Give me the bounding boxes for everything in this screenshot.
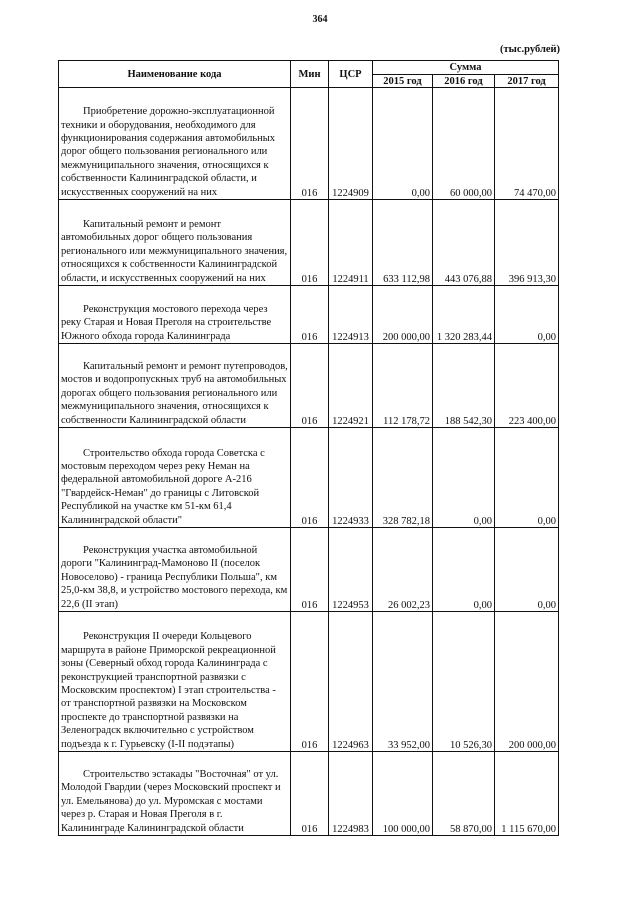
row-csr: 1224933 [329,428,373,528]
table-row [59,612,559,752]
header-sum: Сумма [373,61,559,75]
page-number: 364 [312,14,328,25]
row-2016: 58 870,00 [433,752,495,836]
row-2016: 443 076,88 [433,200,495,286]
header-csr: ЦСР [329,61,373,88]
row-2017: 223 400,00 [495,344,559,428]
row-csr: 1224953 [329,528,373,612]
row-2017: 0,00 [495,286,559,344]
table-row [59,428,559,528]
row-2016: 188 542,30 [433,344,495,428]
row-csr: 1224909 [329,88,373,200]
table-row [59,200,559,286]
row-name: Строительство обхода города Советска с мостовым переходом через реку Неман на федеральной автомобильной дороге А-216 "Гвардейск-Неман" до границы с Литовской Республикой на участке км 51-км 61,4 Калининградской области" [59,428,291,528]
table-row [59,528,559,612]
row-min: 016 [291,200,329,286]
row-2015: 112 178,72 [373,344,433,428]
header-year-2016: 2016 год [433,75,495,88]
row-min: 016 [291,88,329,200]
row-2015: 633 112,98 [373,200,433,286]
header-min: Мин [291,61,329,88]
table-row [59,752,559,836]
row-min: 016 [291,428,329,528]
row-2017: 74 470,00 [495,88,559,200]
row-name: Реконструкция мостового перехода через реку Старая и Новая Преголя на строительстве Южного обхода города Калининграда [59,286,291,344]
table-row [59,344,559,428]
table-row [59,88,559,200]
row-name: Реконструкция II очереди Кольцевого маршрута в районе Приморской рекреационной зоны (Северный обход города Калининграда с реконструкцией транспортной развязки с Московским проспектом) I этап строительства - от транспортной развязки на Московском проспекте до транспортной развязки на Зеленоградск включительно с устройством подъезда к г. Гурьевску (I-II подэтапы) [59,612,291,752]
row-min: 016 [291,528,329,612]
row-2016: 60 000,00 [433,88,495,200]
row-2016: 0,00 [433,528,495,612]
row-2015: 0,00 [373,88,433,200]
row-name: Строительство эстакады "Восточная" от ул. Молодой Гвардии (через Московский проспект и ул. Емельянова) до ул. Муромская с мостами через р. Старая и Новая Преголя в г. Калининграде Калининградской области [59,752,291,836]
row-csr: 1224983 [329,752,373,836]
row-min: 016 [291,344,329,428]
row-csr: 1224963 [329,612,373,752]
header-name: Наименование кода [59,61,291,88]
row-name: Реконструкция участка автомобильной дороги "Калининград-Мамоново II (поселок Новоселово) - граница Республики Польша", км 25,0-км 38,8, и устройство мостового перехода, км 22,6 (II этап) [59,528,291,612]
row-2017: 200 000,00 [495,612,559,752]
budget-table [58,60,559,836]
row-2015: 100 000,00 [373,752,433,836]
row-csr: 1224913 [329,286,373,344]
row-2016: 10 526,30 [433,612,495,752]
units-label: (тыс.рублей) [500,44,561,55]
row-csr: 1224911 [329,200,373,286]
row-name: Капитальный ремонт и ремонт путепроводов, мостов и водопропускных труб на автомобильных дорогах общего пользования регионального или межмуниципального значения, относящихся к собственности Калининградской области [59,344,291,428]
row-2015: 26 002,23 [373,528,433,612]
row-2017: 0,00 [495,528,559,612]
row-name: Приобретение дорожно-эксплуатационной техники и оборудования, необходимого для функционирования содержания автомобильных дорог общего пользования регионального или межмуниципального значения, относящихся к собственности Калининградской области, и искусственных сооружений на них [59,88,291,200]
row-2017: 1 115 670,00 [495,752,559,836]
row-2015: 33 952,00 [373,612,433,752]
row-min: 016 [291,612,329,752]
row-2016: 0,00 [433,428,495,528]
row-2016: 1 320 283,44 [433,286,495,344]
header-year-2015: 2015 год [373,75,433,88]
row-2017: 396 913,30 [495,200,559,286]
table-row [59,286,559,344]
header-year-2017: 2017 год [495,75,559,88]
row-2017: 0,00 [495,428,559,528]
row-2015: 200 000,00 [373,286,433,344]
row-min: 016 [291,286,329,344]
row-min: 016 [291,752,329,836]
row-name: Капитальный ремонт и ремонт автомобильных дорог общего пользования регионального или межмуниципального значения, относящихся к собственности Калининградской области, и искусственных сооружений на них [59,200,291,286]
row-2015: 328 782,18 [373,428,433,528]
row-csr: 1224921 [329,344,373,428]
